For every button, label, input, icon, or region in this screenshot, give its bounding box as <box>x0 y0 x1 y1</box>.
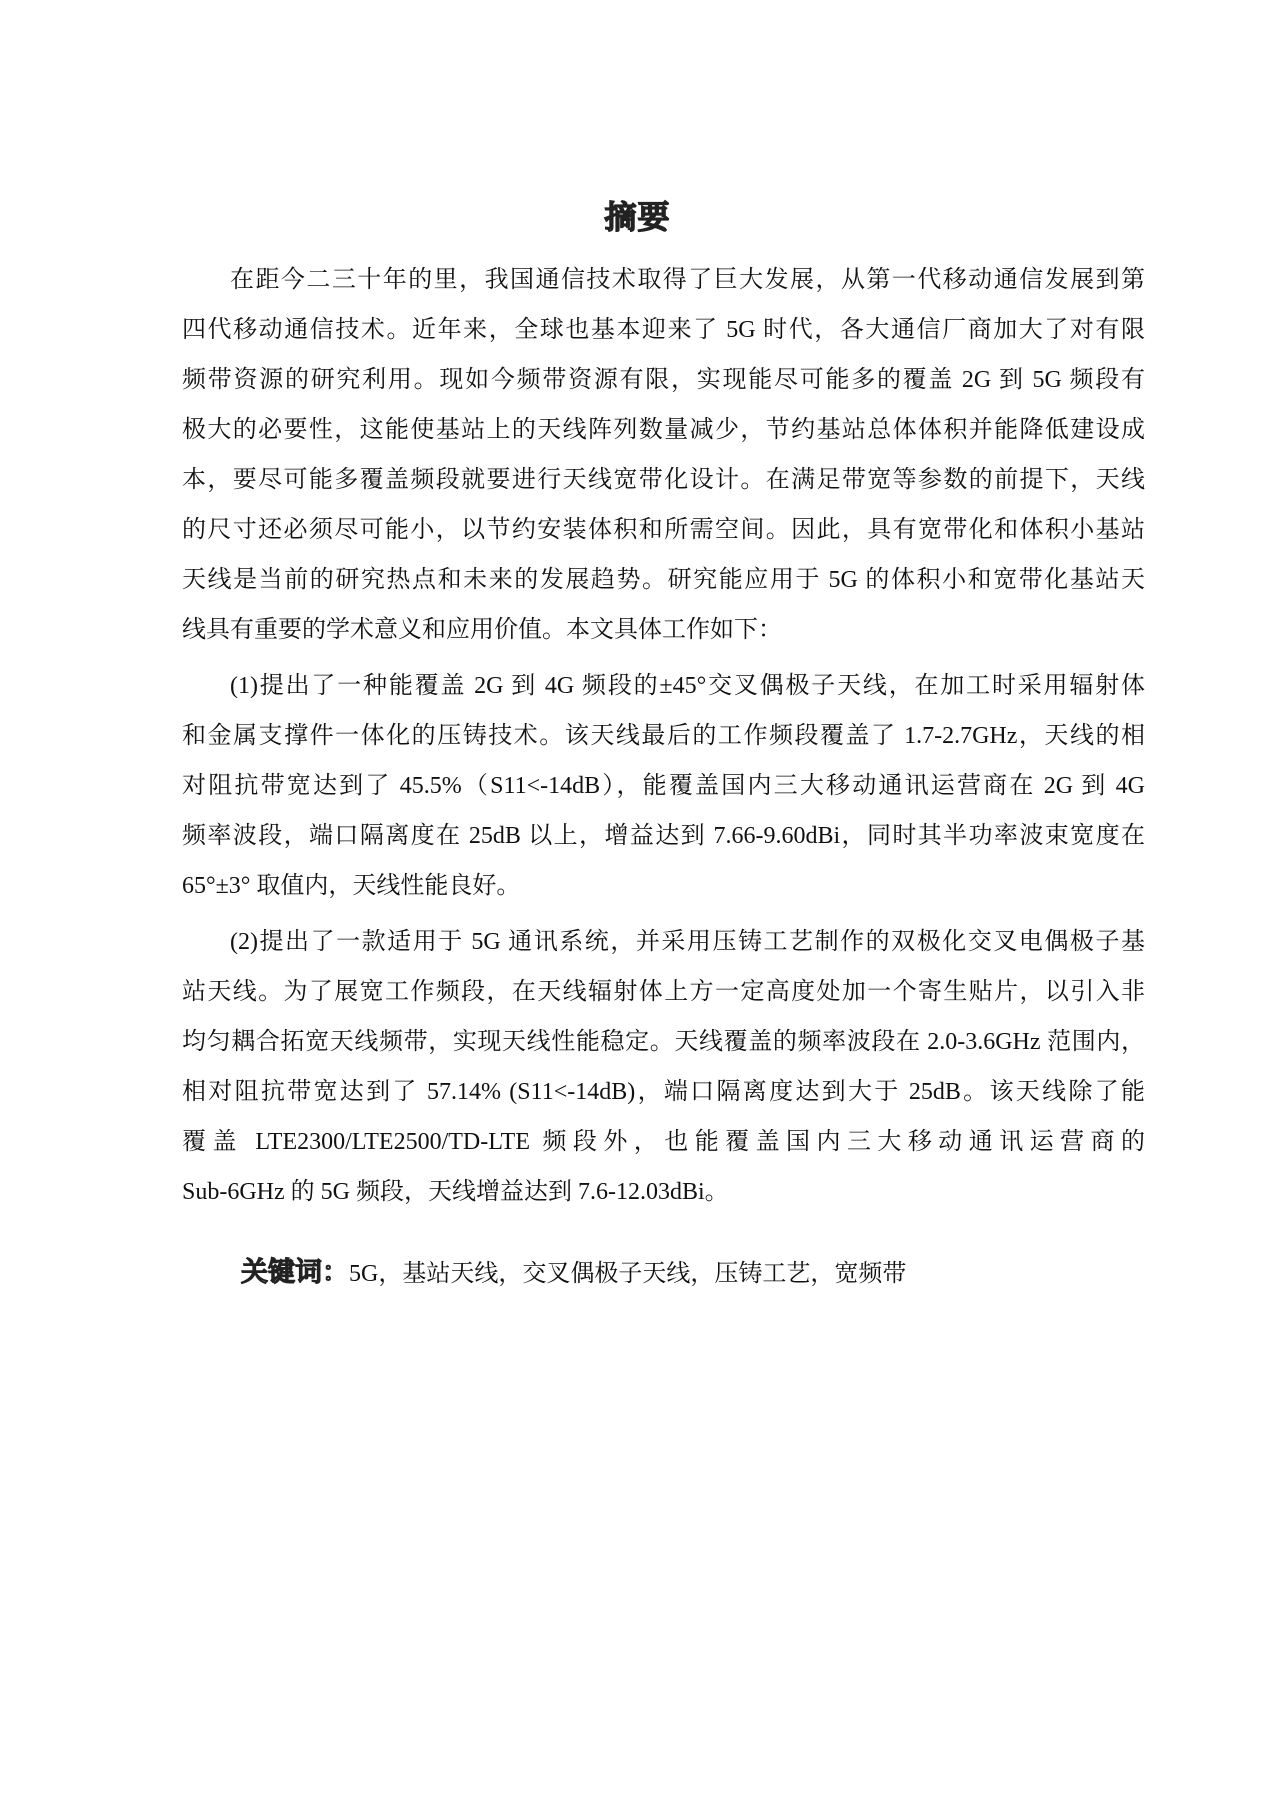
paragraph-line: 和金属支撑件一体化的压铸技术。该天线最后的工作频段覆盖了 1.7-2.7GHz，天线的相 <box>182 723 1145 749</box>
keywords-label: 关键词： <box>241 1257 349 1287</box>
paragraph-line: 对阻抗带宽达到了 45.5%（S11<-14dB），能覆盖国内三大移动通讯运营商在 2G 到 4G <box>182 773 1145 799</box>
paragraph-line: Sub-6GHz 的 5G 频段，天线增益达到 7.6-12.03dBi。 <box>182 1179 729 1205</box>
page-title: 摘要 <box>604 199 671 235</box>
abstract-body <box>182 255 1145 1223</box>
keywords-text: 5G，基站天线，交叉偶极子天线，压铸工艺，宽频带 <box>349 1261 907 1287</box>
paragraph-line: 均匀耦合拓宽天线频带，实现天线性能稳定。天线覆盖的频率波段在 2.0-3.6GHz 范围内， <box>182 1029 1145 1055</box>
paragraph-line: 在距今二三十年的里，我国通信技术取得了巨大发展，从第一代移动通信发展到第 <box>230 267 1145 293</box>
paragraph-line: 65°±3° 取值内，天线性能良好。 <box>182 873 521 899</box>
paragraph-line: (1)提出了一种能覆盖 2G 到 4G 频段的±45°交叉偶极子天线，在加工时采用辐射体 <box>230 673 1145 699</box>
paragraph-line: 相对阻抗带宽达到了 57.14% (S11<-14dB)，端口隔离度达到大于 25dB。该天线除了能 <box>182 1079 1145 1105</box>
paragraph-line: 线具有重要的学术意义和应用价值。本文具体工作如下： <box>182 617 782 643</box>
paragraph-line: 的尺寸还必须尽可能小，以节约安装体积和所需空间。因此，具有宽带化和体积小基站 <box>182 517 1145 543</box>
paragraph-line: (2)提出了一款适用于 5G 通讯系统，并采用压铸工艺制作的双极化交叉电偶极子基 <box>230 929 1145 955</box>
paragraph-line: 天线是当前的研究热点和未来的发展趋势。研究能应用于 5G 的体积小和宽带化基站天 <box>182 567 1145 593</box>
paragraph-line: 站天线。为了展宽工作频段，在天线辐射体上方一定高度处加一个寄生贴片，以引入非 <box>182 979 1145 1005</box>
paragraph-line: 极大的必要性，这能使基站上的天线阵列数量减少，节约基站总体体积并能降低建设成 <box>182 417 1145 443</box>
abstract-paragraph <box>182 917 1145 1217</box>
abstract-paragraph <box>182 255 1145 655</box>
paragraph-line: 频率波段，端口隔离度在 25dB 以上，增益达到 7.66-9.60dBi，同时其半功率波束宽度在 <box>182 823 1145 849</box>
paragraph-line: 本，要尽可能多覆盖频段就要进行天线宽带化设计。在满足带宽等参数的前提下，天线 <box>182 467 1145 493</box>
abstract-paragraph <box>182 661 1145 911</box>
paragraph-line: 频带资源的研究利用。现如今频带资源有限，实现能尽可能多的覆盖 2G 到 5G 频段有 <box>182 367 1145 393</box>
paragraph-line: 覆盖 LTE2300/LTE2500/TD-LTE 频段外，也能覆盖国内三大移动通讯运营商的 <box>182 1129 1145 1155</box>
paragraph-line: 四代移动通信技术。近年来，全球也基本迎来了 5G 时代，各大通信厂商加大了对有限 <box>182 317 1145 343</box>
keywords-line <box>241 1252 906 1294</box>
